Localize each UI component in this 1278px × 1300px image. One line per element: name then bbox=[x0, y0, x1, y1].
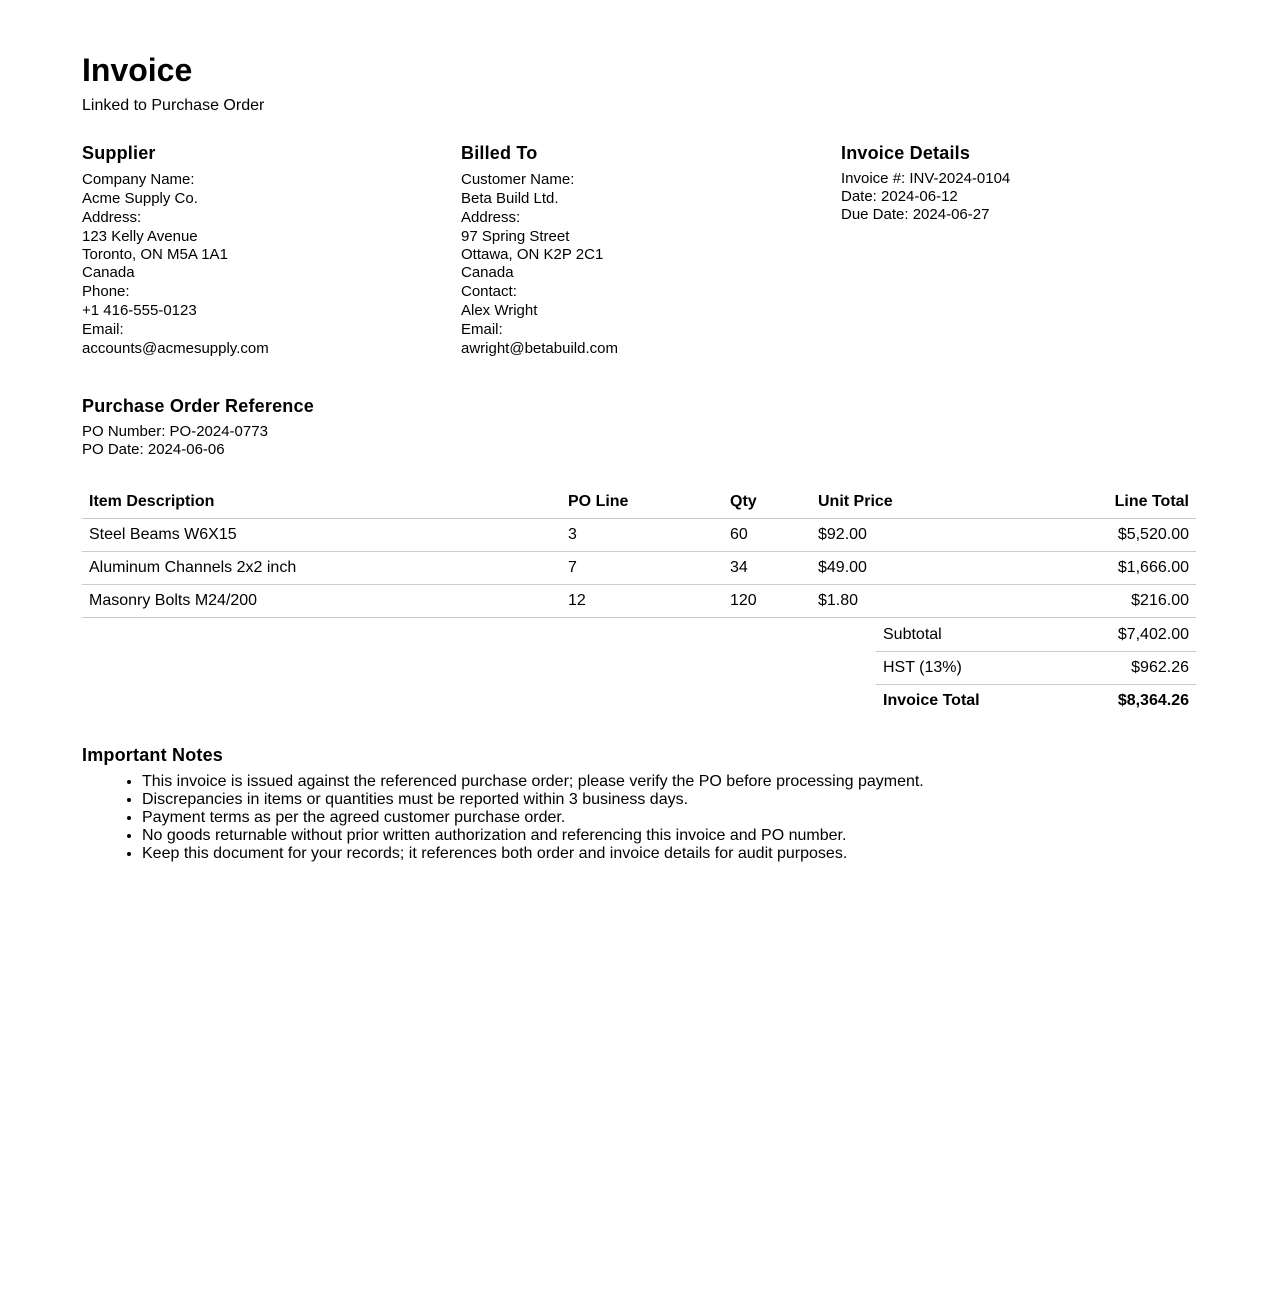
supplier-address-label: Address: bbox=[82, 209, 142, 226]
notes-section bbox=[82, 744, 924, 863]
supplier-section bbox=[82, 142, 442, 358]
item-qty: 120 bbox=[723, 585, 811, 618]
invoice-total-value: $8,364.26 bbox=[1117, 692, 1189, 709]
table-row bbox=[82, 585, 1196, 618]
column-header-po-line: PO Line bbox=[561, 485, 723, 519]
billed-to-section bbox=[461, 142, 821, 358]
supplier-heading: Supplier bbox=[82, 143, 156, 163]
item-po-line: 3 bbox=[561, 519, 723, 552]
billed-to-heading: Billed To bbox=[461, 143, 538, 163]
item-line-total: $216.00 bbox=[971, 585, 1196, 618]
supplier-address-line: 123 Kelly Avenue bbox=[82, 228, 198, 245]
tax-value: $962.26 bbox=[1057, 652, 1196, 685]
note-item: • Keep this document for your records; it references both order and invoice details for audit purposes. bbox=[142, 845, 924, 863]
table-header-row bbox=[82, 485, 1196, 519]
po-date: PO Date: 2024-06-06 bbox=[82, 441, 225, 458]
supplier-address-line: Canada bbox=[82, 264, 135, 281]
supplier-address-line: Toronto, ON M5A 1A1 bbox=[82, 246, 228, 263]
invoice-details-heading: Invoice Details bbox=[841, 143, 971, 163]
invoice-due-date: Due Date: 2024-06-27 bbox=[841, 206, 990, 223]
column-header-qty: Qty bbox=[723, 485, 811, 519]
page-subtitle: Linked to Purchase Order bbox=[82, 97, 265, 114]
column-header-line-total: Line Total bbox=[971, 485, 1196, 519]
page-title: Invoice bbox=[82, 52, 193, 88]
customer-contact: Alex Wright bbox=[461, 302, 538, 319]
notes-heading: Important Notes bbox=[82, 745, 224, 765]
supplier-company-label: Company Name: bbox=[82, 171, 195, 188]
customer-contact-label: Contact: bbox=[461, 283, 517, 300]
subtotal-row bbox=[876, 619, 1196, 652]
item-po-line: 12 bbox=[561, 585, 723, 618]
po-reference-section bbox=[82, 395, 314, 459]
table-row bbox=[82, 519, 1196, 552]
supplier-company-name: Acme Supply Co. bbox=[82, 190, 198, 207]
customer-address-line: Canada bbox=[461, 264, 514, 281]
subtotal-value: $7,402.00 bbox=[1057, 619, 1196, 652]
note-item: • No goods returnable without prior written authorization and referencing this invoice and PO number. bbox=[142, 827, 924, 845]
po-reference-heading: Purchase Order Reference bbox=[82, 396, 314, 416]
totals-table bbox=[876, 619, 1196, 717]
customer-name: Beta Build Ltd. bbox=[461, 190, 559, 207]
item-po-line: 7 bbox=[561, 552, 723, 585]
note-item: • Payment terms as per the agreed customer purchase order. bbox=[142, 809, 924, 827]
subtotal-label: Subtotal bbox=[876, 619, 1057, 652]
po-number: PO Number: PO-2024-0773 bbox=[82, 423, 268, 440]
item-description: Masonry Bolts M24/200 bbox=[82, 585, 561, 618]
supplier-phone: +1 416-555-0123 bbox=[82, 302, 197, 319]
customer-name-label: Customer Name: bbox=[461, 171, 575, 188]
table-row bbox=[82, 552, 1196, 585]
item-unit-price: $92.00 bbox=[811, 519, 971, 552]
tax-label: HST (13%) bbox=[876, 652, 1057, 685]
column-header-unit-price: Unit Price bbox=[811, 485, 971, 519]
tax-row bbox=[876, 652, 1196, 685]
column-header-description: Item Description bbox=[82, 485, 561, 519]
customer-email-label: Email: bbox=[461, 321, 503, 338]
supplier-email: accounts@acmesupply.com bbox=[82, 340, 269, 357]
item-description: Steel Beams W6X15 bbox=[82, 519, 561, 552]
item-qty: 60 bbox=[723, 519, 811, 552]
customer-email: awright@betabuild.com bbox=[461, 340, 618, 357]
item-qty: 34 bbox=[723, 552, 811, 585]
line-items-table bbox=[82, 485, 1196, 618]
item-description: Aluminum Channels 2x2 inch bbox=[82, 552, 561, 585]
item-unit-price: $1.80 bbox=[811, 585, 971, 618]
invoice-number: Invoice #: INV-2024-0104 bbox=[841, 170, 1011, 187]
note-item: • Discrepancies in items or quantities must be reported within 3 business days. bbox=[142, 791, 924, 809]
customer-address-label: Address: bbox=[461, 209, 521, 226]
note-item: • This invoice is issued against the referenced purchase order; please verify the PO before processing payment. bbox=[142, 773, 924, 791]
invoice-date: Date: 2024-06-12 bbox=[841, 188, 958, 205]
customer-address-line: Ottawa, ON K2P 2C1 bbox=[461, 246, 604, 263]
notes-list bbox=[82, 773, 924, 863]
invoice-details-section bbox=[841, 142, 1201, 224]
customer-address-line: 97 Spring Street bbox=[461, 228, 570, 245]
invoice-total-row bbox=[876, 685, 1196, 718]
supplier-email-label: Email: bbox=[82, 321, 124, 338]
item-unit-price: $49.00 bbox=[811, 552, 971, 585]
item-line-total: $1,666.00 bbox=[971, 552, 1196, 585]
item-line-total: $5,520.00 bbox=[971, 519, 1196, 552]
supplier-phone-label: Phone: bbox=[82, 283, 130, 300]
invoice-total-label: Invoice Total bbox=[883, 692, 980, 709]
